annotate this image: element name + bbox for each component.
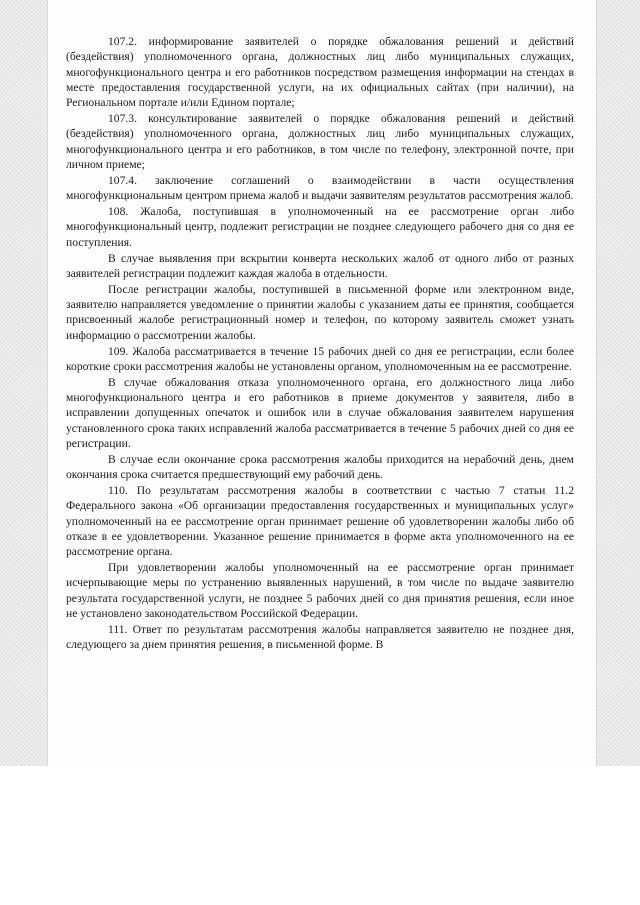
paragraph-111: 111. Ответ по результатам рассмотрения жалобы направляется заявителю не позднее дня, следующего за днем принятия решения, в письменной форме. В — [66, 622, 574, 652]
paragraph-108: 108. Жалоба, поступившая в уполномоченный на ее рассмотрение орган либо многофункциональный центр, подлежит регистрации не позднее следующего рабочего дня со дня ее поступления. — [66, 205, 574, 249]
paragraph-109-refusal: В случае обжалования отказа уполномоченного органа, его должностного лица либо многофункционального центра и его работников в приеме документов у заявителя, либо в исправлении допущенных опечаток и ошибок или в случае обжалования заявителем нарушения установленного срока таких исправлений жалоба рассматривается в течение 5 рабочих дней со дня ее регистрации. — [66, 375, 574, 450]
paragraph-107-4: 107.4. заключение соглашений о взаимодействии в части осуществления многофункциональным центром приема жалоб и выдачи заявителям результатов рассмотрения жалоб. — [66, 173, 574, 203]
paragraph-107-3: 107.3. консультирование заявителей о порядке обжалования решений и действий (бездействия) уполномоченного органа, должностных лиц либо муниципальных служащих, многофункционального центра и его работников, в том числе по телефону, электронной почте, при личном приеме; — [66, 112, 574, 171]
blank-area — [0, 766, 640, 905]
paragraph-109: 109. Жалоба рассматривается в течение 15 рабочих дней со дня ее регистрации, если более короткие сроки рассмотрения жалобы не установлены органом, уполномоченным на ее рассмотрение. — [66, 344, 574, 373]
paragraph-108-envelope: В случае выявления при вскрытии конверта нескольких жалоб от одного либо от разных заявителей регистрации подлежит каждая жалоба в отдельности. — [66, 251, 574, 280]
document-body — [66, 34, 574, 653]
paragraph-108-notification: После регистрации жалобы, поступившей в письменной форме или электронном виде, заявителю направляется уведомление о принятии жалобы с указанием даты ее принятия, сообщается присвоенный жалобе регистрационный номер и телефон, по которому заявитель сможет узнать информацию о рассмотрении жалобы. — [66, 282, 574, 342]
paragraph-107-2: 107.2. информирование заявителей о порядке обжалования решений и действий (бездействия) уполномоченного органа, должностных лиц либо муниципальных служащих, многофункционального центра и его работников посредством размещения информации на стендах в месте предоставления государственной услуги, на их официальных сайтах (при наличии), на Региональном портале и/или Едином портале; — [66, 35, 574, 110]
paragraph-110: 110. По результатам рассмотрения жалобы в соответствии с частью 7 статьи 11.2 Федерального закона «Об организации предоставления государственных и муниципальных услуг» уполномоченный на ее рассмотрение орган принимает решение об удовлетворении жалобы либо об отказе в ее удовлетворении. Указанное решение принимается в форме акта уполномоченного на ее рассмотрение органа. — [66, 483, 574, 559]
paragraph-109-holiday: В случае если окончание срока рассмотрения жалобы приходится на нерабочий день, днем окончания срока считается предшествующий ему рабочий день. — [66, 452, 574, 482]
paragraph-110-satisfaction: При удовлетворении жалобы уполномоченный на ее рассмотрение орган принимает исчерпывающие меры по устранению выявленных нарушений, в том числе по выдаче заявителю результата государственной услуги, не позднее 5 рабочих дней со дня принятия решения, если иное не установлено законодательством Российской Федерации. — [66, 561, 574, 620]
